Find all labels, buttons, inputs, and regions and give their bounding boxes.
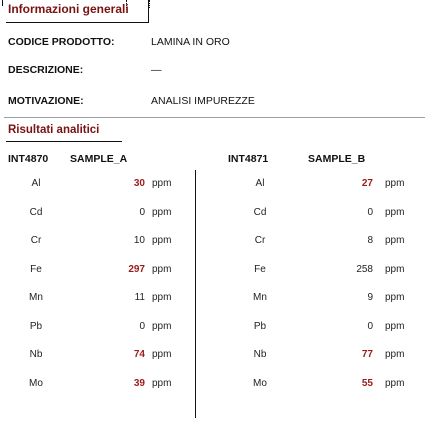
left-unit: ppm <box>152 292 172 303</box>
header-dots <box>126 0 150 8</box>
results-title-underline <box>6 141 122 142</box>
left-unit: ppm <box>152 178 172 189</box>
left-element-symbol: Fe <box>30 264 42 275</box>
right-element-symbol: Cr <box>254 235 266 246</box>
left-unit: ppm <box>152 378 172 389</box>
right-unit: ppm <box>385 378 405 389</box>
left-element-symbol: Al <box>31 178 41 189</box>
right-value: 258 <box>356 264 373 275</box>
left-value: 10 <box>133 235 145 246</box>
right-unit: ppm <box>385 321 405 332</box>
left-unit: ppm <box>152 321 172 332</box>
right-element-symbol: Mo <box>253 378 267 389</box>
right-unit: ppm <box>385 235 405 246</box>
codice-prodotto-label: CODICE PRODOTTO: <box>8 36 115 48</box>
descrizione-value: — <box>151 64 162 76</box>
right-element-symbol: Cd <box>253 207 267 218</box>
right-unit: ppm <box>385 178 405 189</box>
left-value: 74 <box>133 349 145 360</box>
left-element-symbol: Mn <box>29 292 43 303</box>
right-unit: ppm <box>385 207 405 218</box>
right-element-symbol: Al <box>255 178 265 189</box>
right-sample-code: INT4871 <box>228 153 269 165</box>
left-element-symbol: Pb <box>29 321 43 332</box>
left-unit: ppm <box>152 264 172 275</box>
left-sample-name: SAMPLE_A <box>70 153 128 165</box>
section-divider <box>4 117 425 118</box>
right-sample-name: SAMPLE_B <box>308 153 366 165</box>
right-value: 8 <box>367 235 373 246</box>
left-value: 297 <box>128 264 145 275</box>
left-unit: ppm <box>152 235 172 246</box>
right-unit: ppm <box>385 349 405 360</box>
left-value: 30 <box>133 178 145 189</box>
left-unit: ppm <box>152 207 172 218</box>
left-element-symbol: Nb <box>29 349 43 360</box>
right-value: 77 <box>361 349 373 360</box>
right-element-symbol: Nb <box>253 349 267 360</box>
results-column-divider <box>195 170 196 418</box>
section-title-general-info: Informazioni generali <box>8 2 129 16</box>
left-value: 11 <box>134 292 145 303</box>
right-value: 27 <box>361 178 373 189</box>
left-element-symbol: Cd <box>29 207 43 218</box>
motivazione-label: MOTIVAZIONE: <box>8 95 84 107</box>
right-value: 0 <box>367 321 373 332</box>
right-unit: ppm <box>385 292 405 303</box>
right-value: 55 <box>361 378 373 389</box>
right-value: 0 <box>367 207 373 218</box>
left-value: 0 <box>139 321 145 332</box>
left-unit: ppm <box>152 349 172 360</box>
right-value: 9 <box>367 292 373 303</box>
codice-prodotto-value: LAMINA IN ORO <box>151 36 230 48</box>
title-vertical-rule <box>148 0 149 22</box>
right-element-symbol: Fe <box>254 264 266 275</box>
section-title-results: Risultati analitici <box>8 124 100 136</box>
right-element-symbol: Mn <box>253 292 267 303</box>
motivazione-value: ANALISI IMPUREZZE <box>151 95 255 107</box>
left-value: 39 <box>133 378 145 389</box>
left-sample-code: INT4870 <box>8 153 49 165</box>
right-unit: ppm <box>385 264 405 275</box>
left-value: 0 <box>139 207 145 218</box>
right-element-symbol: Pb <box>253 321 267 332</box>
left-element-symbol: Mo <box>29 378 43 389</box>
left-element-symbol: Cr <box>30 235 42 246</box>
descrizione-label: DESCRIZIONE: <box>8 64 84 76</box>
title-underline <box>6 22 149 23</box>
